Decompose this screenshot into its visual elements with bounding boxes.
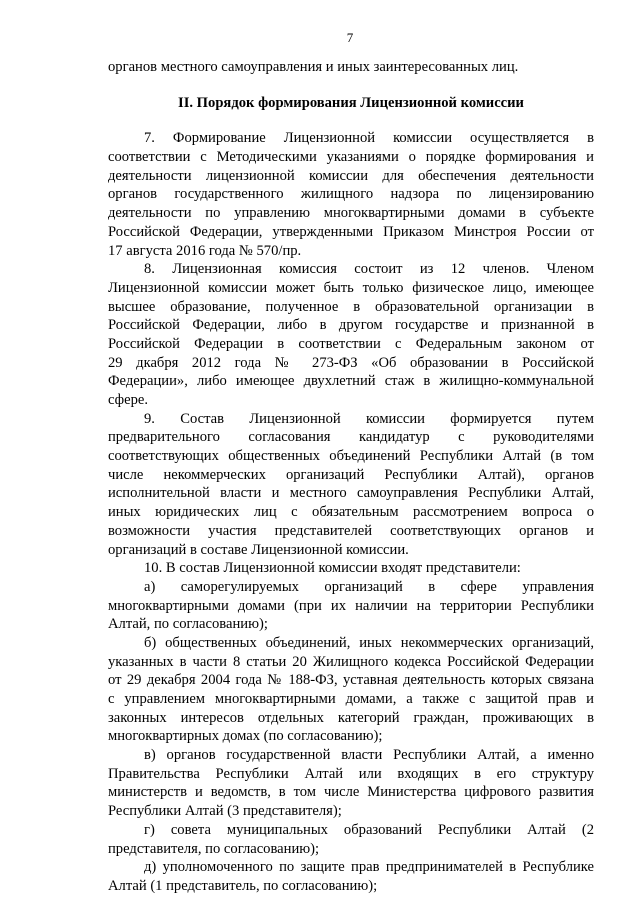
text-line: органов местного самоуправления и иных заинтересованных лиц. [108,59,519,75]
text-line: Российской Федерации, либо в другом государстве и признанной в [108,317,594,334]
text-line: Федерации», либо имеющее двухлетний стаж в жилищно-коммунальной [108,373,594,390]
page-number: 7 [346,30,354,45]
text-line: г) совета муниципальных образований Республики Алтай (2 [144,821,594,838]
text-line: 29 дкабря 2012 года № 273-ФЗ «Об образовании в Российской [108,354,594,371]
text-block-body [108,129,594,895]
text-line: Республики Алтай (3 представителя); [108,803,342,820]
text-line: Российской Федерации в соответствии с Федеральным законом от [108,335,594,352]
text-line: д) уполномоченного по защите прав предпринимателей в Республике [144,859,594,876]
text-line: сфере. [108,392,149,408]
text-line: 9. Состав Лицензионной комиссии формируется путем [144,410,594,427]
document-body [108,58,594,896]
text-line: 7. Формирование Лицензионной комиссии осуществляется в [144,130,594,147]
text-line: деятельности лицензионной комиссии для обеспечения деятельности [108,167,594,184]
text-line: 17 августа 2016 года № 570/пр. [108,242,302,259]
text-line: Алтай (1 представитель, по согласованию); [108,877,378,894]
section-heading: II. Порядок формирования Лицензионной комиссии [178,94,524,111]
text-line: Российской Федерации, утвержденными Приказом Минстроя России от [108,223,594,240]
text-line: иных юридических лиц с обязательным рассмотрением вопроса о [108,504,594,521]
text-line: Лицензионной комиссии может быть только физическое лицо, имеющее [108,279,594,296]
text-line: исполнительной власти и местного самоуправления Республики Алтай, [108,485,594,502]
text-line: 10. В состав Лицензионной комиссии входят представители: [144,560,521,577]
text-line: указанных в части 8 статьи 20 Жилищного кодекса Российской Федерации [108,653,594,670]
text-line: многоквартирных домах (по согласованию); [108,728,383,745]
text-line: соответствующих общественных объединений Республики Алтай (в том [108,448,594,465]
text-line: числе некоммерческих организаций Республики Алтай), органов [108,466,594,483]
text-line: предварительного согласования кандидатур с руководителями [108,429,594,446]
text-line: Алтай, по согласованию); [108,616,268,633]
text-line: организаций в составе Лицензионной комиссии. [108,541,409,558]
text-line: органов государственного жилищного надзора по лицензированию [108,186,594,203]
text-line: а) саморегулируемых организаций в сфере управления [144,578,594,595]
text-line: б) общественных объединений, иных некоммерческих организаций, [144,634,594,651]
text-line: многоквартирными домами (при их наличии на территории Республики [108,597,594,614]
text-line: 8. Лицензионная комиссия состоит из 12 членов. Членом [144,261,594,278]
text-line: представителя, по согласованию); [108,840,320,857]
text-line: деятельности по управлению многоквартирными домами в субъекте [108,205,594,222]
text-line: от 29 декабря 2004 года № 188-ФЗ, уставная деятельность которых связана [108,672,594,689]
text-line: соответствии с Методическими указаниями о порядке формирования и [108,149,594,166]
text-block-before-heading [108,58,594,77]
text-line: с управлением многоквартирными домами, а также с защитой прав и [108,691,594,707]
text-line: министерств и ведомств, в том числе Министерства цифрового развития [108,784,594,801]
text-line: высшее образование, полученное в образовательной организации в [108,298,594,315]
text-line: в) органов государственной власти Республики Алтай, а именно [144,747,594,764]
text-line: Правительства Республики Алтай или входящих в его структуру [108,765,594,782]
text-line: законных интересов отдельных категорий граждан, проживающих в [108,709,594,726]
text-line: возможности участия представителей соответствующих органов и [108,522,594,539]
